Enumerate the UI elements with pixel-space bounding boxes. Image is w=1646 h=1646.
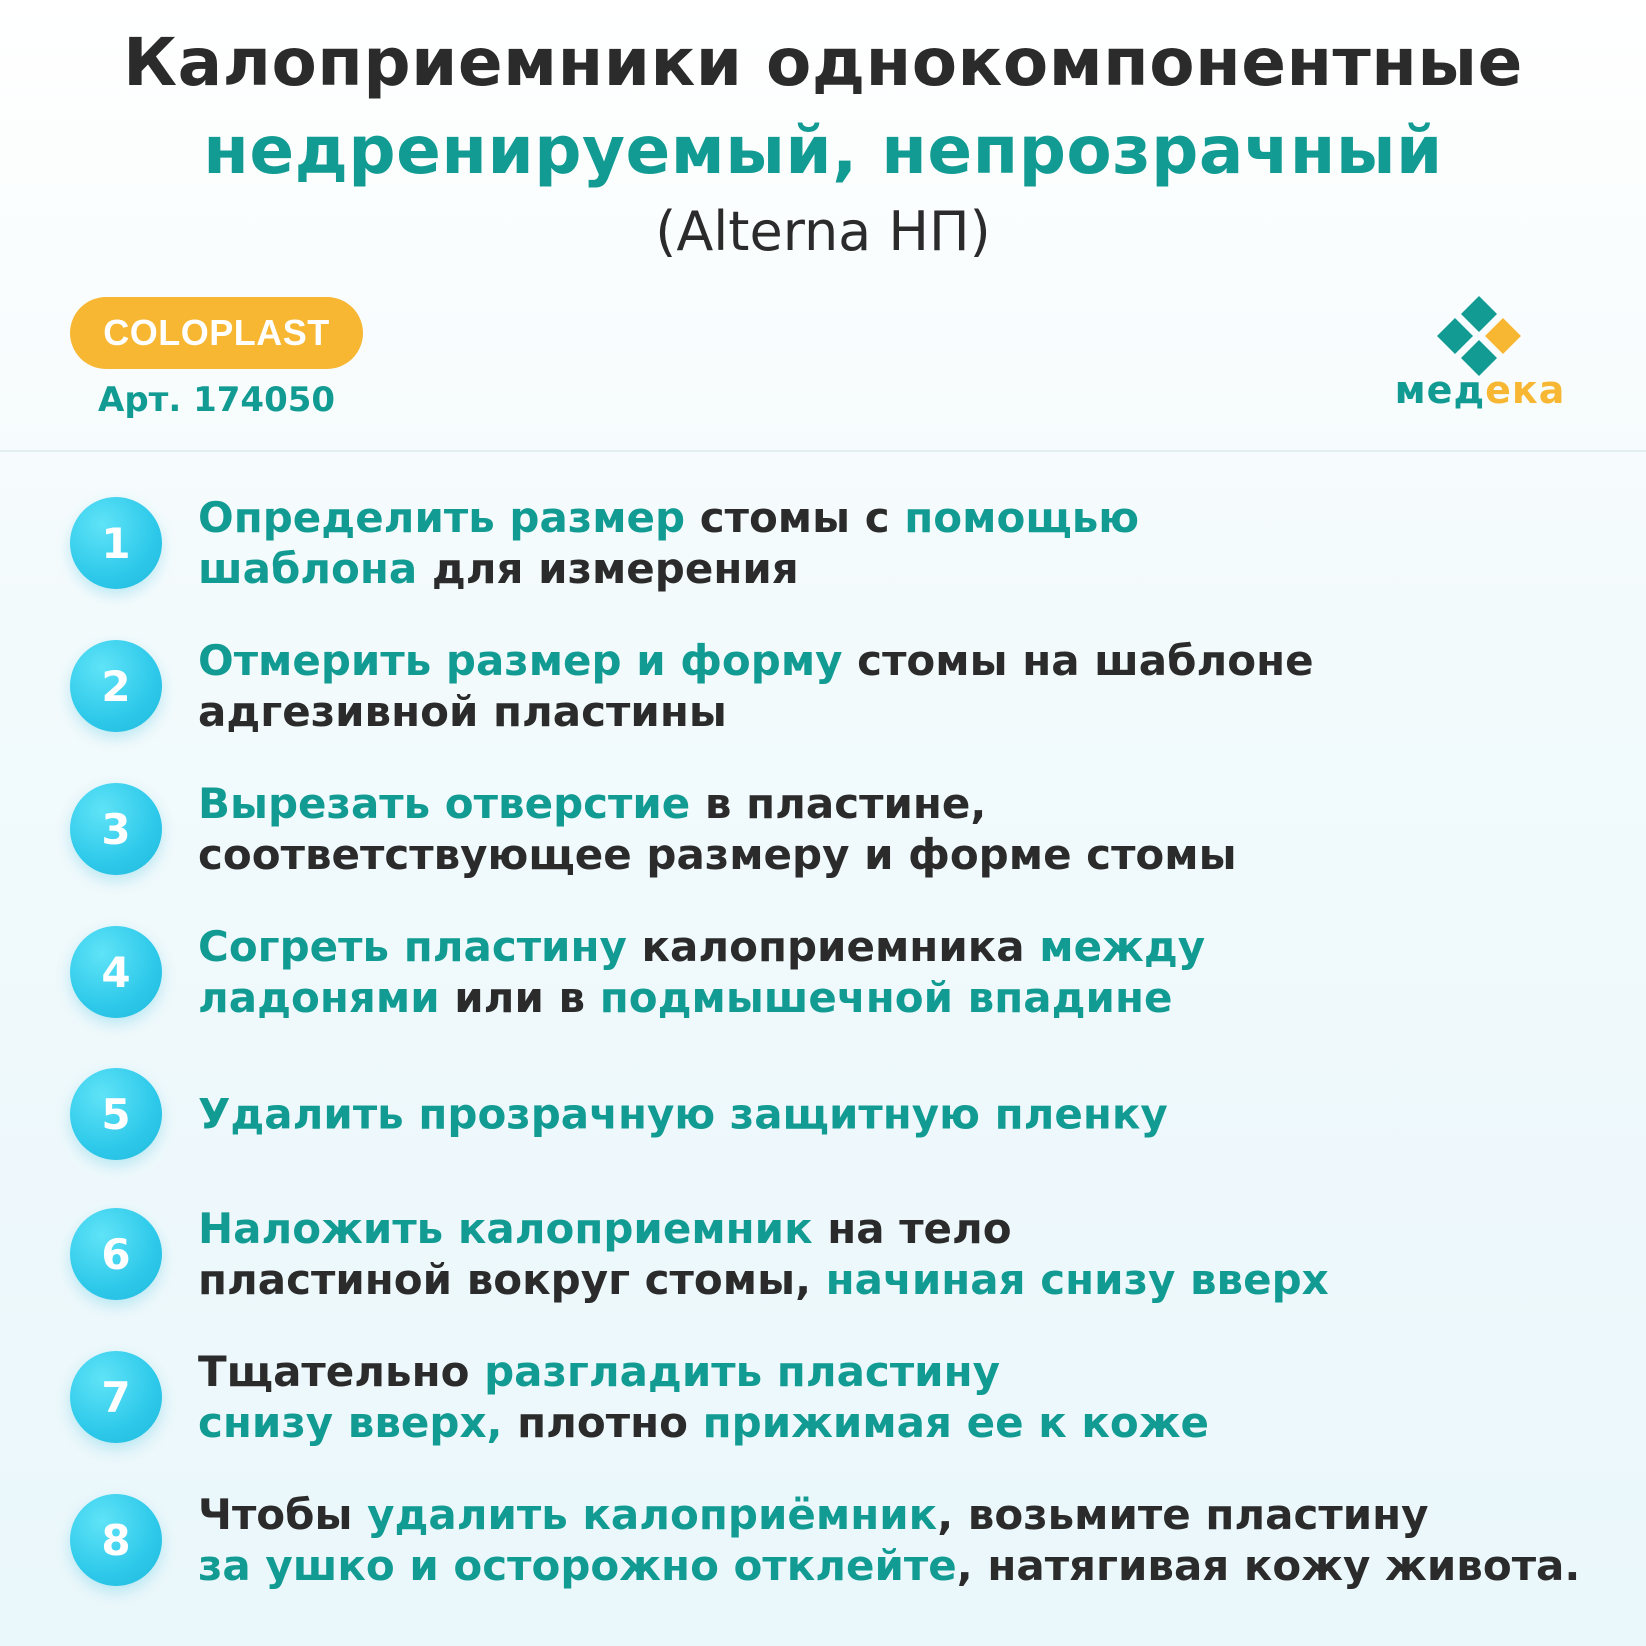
page-subtitle: недренируемый, непрозрачный [203, 112, 1443, 189]
highlighted-text: ладонями [198, 973, 440, 1022]
step-text [198, 1203, 1329, 1305]
highlighted-text: Вырезать отверстие [198, 779, 691, 828]
step-item [70, 781, 1610, 877]
step-number-badge: 2 [70, 640, 162, 732]
product-model: (Alterna НП) [655, 200, 991, 263]
step-text [198, 1089, 1168, 1140]
plain-text: пластиной вокруг стомы, [198, 1255, 826, 1304]
brand-badge: COLOPLAST [70, 297, 363, 369]
highlighted-text: разгладить пластину [484, 1347, 1000, 1396]
plain-text: , натягивая кожу живота. [956, 1541, 1581, 1590]
step-item [70, 1206, 1610, 1302]
step-number-badge: 6 [70, 1208, 162, 1300]
plain-text: стомы на шаблоне [842, 636, 1314, 685]
step-text-line [198, 1489, 1580, 1540]
step-text [198, 778, 1237, 880]
step-item [70, 1492, 1610, 1588]
highlighted-text: удалить калоприёмник [367, 1490, 938, 1539]
plain-text: адгезивной пластины [198, 687, 727, 736]
diamond-logo-icon [1429, 296, 1529, 376]
step-text-line [198, 635, 1314, 686]
plain-text: соответствующее размеру и форме стомы [198, 830, 1237, 879]
highlighted-text: Согреть пластину [198, 922, 627, 971]
step-item [70, 1349, 1610, 1445]
divider [0, 450, 1646, 452]
step-text-line [198, 1540, 1580, 1591]
step-text-line [198, 1254, 1329, 1305]
article-number: Арт. 174050 [98, 380, 336, 420]
step-item [70, 495, 1610, 591]
plain-text: Тщательно [198, 1347, 485, 1396]
step-text-line [198, 778, 1237, 829]
step-item [70, 638, 1610, 734]
plain-text: Чтобы [198, 1490, 368, 1539]
highlighted-text: начиная снизу вверх [825, 1255, 1329, 1304]
step-text-line [198, 1397, 1209, 1448]
step-text-line [198, 1346, 1209, 1397]
highlighted-text: шаблона [198, 544, 418, 593]
header [0, 18, 1646, 270]
step-text [198, 1346, 1209, 1448]
step-text [198, 635, 1314, 737]
logo-text-part2: ека [1485, 368, 1566, 412]
page-title: Калоприемники однокомпонентные [123, 24, 1523, 101]
step-text-line [198, 543, 1139, 594]
step-text-line [198, 1089, 1168, 1140]
logo-text-part1: мед [1394, 368, 1486, 412]
step-text-line [198, 829, 1237, 880]
plain-text: для измерения [417, 544, 799, 593]
medeka-logo [1385, 296, 1575, 416]
highlighted-text: Отмерить размер и форму [198, 636, 843, 685]
step-text-line [198, 686, 1314, 737]
plain-text: на тело [812, 1204, 1012, 1253]
step-text [198, 492, 1139, 594]
step-item [70, 1066, 1610, 1162]
highlighted-text: подмышечной впадине [599, 973, 1173, 1022]
plain-text: стомы с [685, 493, 905, 542]
step-number-badge: 5 [70, 1068, 162, 1160]
plain-text: или в [439, 973, 600, 1022]
step-number-badge: 4 [70, 926, 162, 1018]
highlighted-text: Определить размер [198, 493, 686, 542]
step-item [70, 924, 1610, 1020]
plain-text: в пластине, [690, 779, 987, 828]
plain-text: плотно [502, 1398, 703, 1447]
plain-text: калоприемника [626, 922, 1040, 971]
highlighted-text: за ушко и осторожно отклейте [198, 1541, 957, 1590]
step-number-badge: 1 [70, 497, 162, 589]
step-text-line [198, 921, 1205, 972]
highlighted-text: прижимая ее к коже [702, 1398, 1209, 1447]
step-text-line [198, 972, 1205, 1023]
step-number-badge: 7 [70, 1351, 162, 1443]
logo-wordmark [1385, 368, 1575, 412]
highlighted-text: снизу вверх, [198, 1398, 503, 1447]
highlighted-text: Удалить прозрачную защитную пленку [198, 1089, 1168, 1139]
step-text-line [198, 1203, 1329, 1254]
step-text [198, 1489, 1580, 1591]
step-number-badge: 8 [70, 1494, 162, 1586]
step-text-line [198, 492, 1139, 543]
highlighted-text: Наложить калоприемник [198, 1204, 813, 1253]
step-text [198, 921, 1205, 1023]
highlighted-text: между [1039, 922, 1206, 971]
step-number-badge: 3 [70, 783, 162, 875]
plain-text: , возьмите пластину [937, 1490, 1429, 1539]
highlighted-text: помощью [904, 493, 1140, 542]
